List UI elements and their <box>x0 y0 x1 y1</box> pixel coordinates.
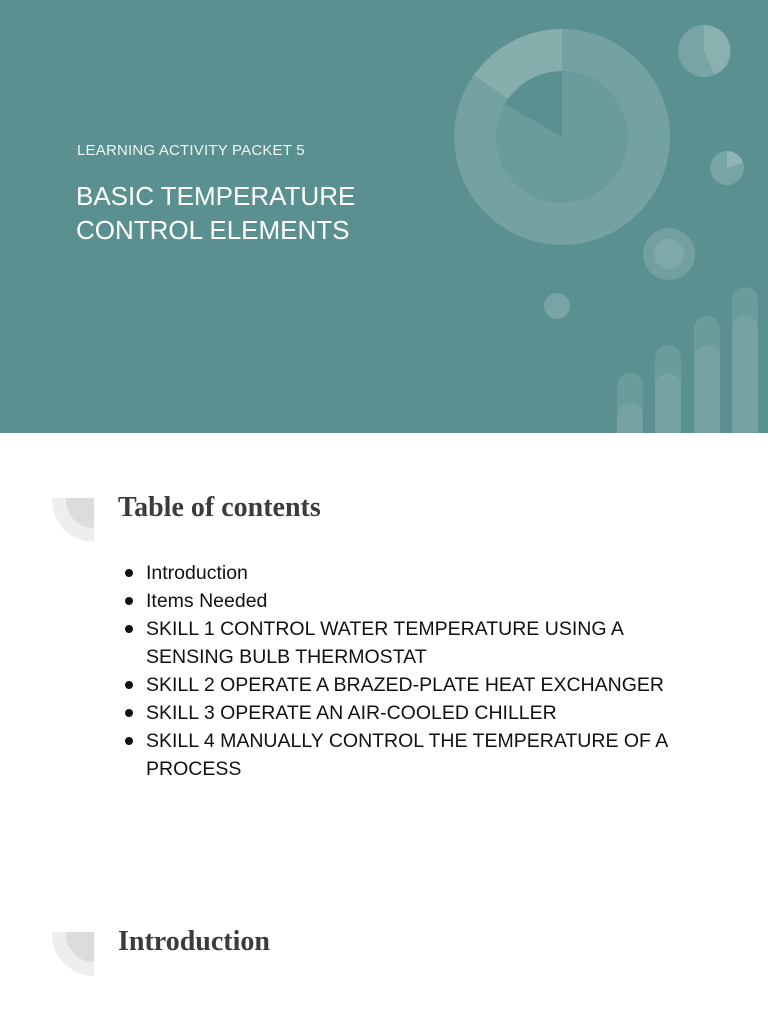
document-title-line-2: CONTROL ELEMENTS <box>76 215 350 245</box>
toc-item-text: SKILL 3 OPERATE AN AIR-COOLED CHILLER <box>146 702 557 724</box>
toc-item[interactable] <box>124 587 704 615</box>
toc-item-text: Items Needed <box>146 590 268 612</box>
toc-item[interactable] <box>124 671 704 699</box>
packet-label: LEARNING ACTIVITY PACKET 5 <box>77 142 305 159</box>
toc-heading: Table of contents <box>118 492 321 523</box>
toc-list <box>124 559 704 783</box>
toc-item[interactable] <box>124 559 704 587</box>
deco-bar-1b <box>617 403 643 433</box>
bullet-icon <box>125 709 133 717</box>
toc-item-text: SKILL 4 MANUALLY CONTROL THE TEMPERATURE OF A PROCESS <box>146 730 668 780</box>
decorative-bars <box>617 287 758 433</box>
toc-item[interactable] <box>124 727 704 783</box>
toc-item[interactable] <box>124 699 704 727</box>
toc-item-text: Introduction <box>146 562 248 584</box>
document-title-line-1: BASIC TEMPERATURE <box>76 181 356 211</box>
section-marker-icon <box>52 498 96 544</box>
bullet-icon <box>125 569 133 577</box>
bullet-icon <box>125 681 133 689</box>
deco-bar-3b <box>694 345 720 433</box>
toc-item-text: SKILL 1 CONTROL WATER TEMPERATURE USING A SENSING BULB THERMOSTAT <box>146 618 623 668</box>
bullet-icon <box>125 625 133 633</box>
deco-bar-2b <box>655 373 681 433</box>
tiny-dot <box>544 293 570 319</box>
bullet-icon <box>125 597 133 605</box>
deco-bar-4b <box>732 316 758 433</box>
toc-item[interactable] <box>124 615 704 671</box>
title-banner <box>0 0 768 433</box>
toc-item-text: SKILL 2 OPERATE A BRAZED-PLATE HEAT EXCHANGER <box>146 674 664 696</box>
section-marker-icon <box>52 932 96 978</box>
small-ring-inner <box>654 239 684 269</box>
bullet-icon <box>125 737 133 745</box>
introduction-heading: Introduction <box>118 926 270 957</box>
